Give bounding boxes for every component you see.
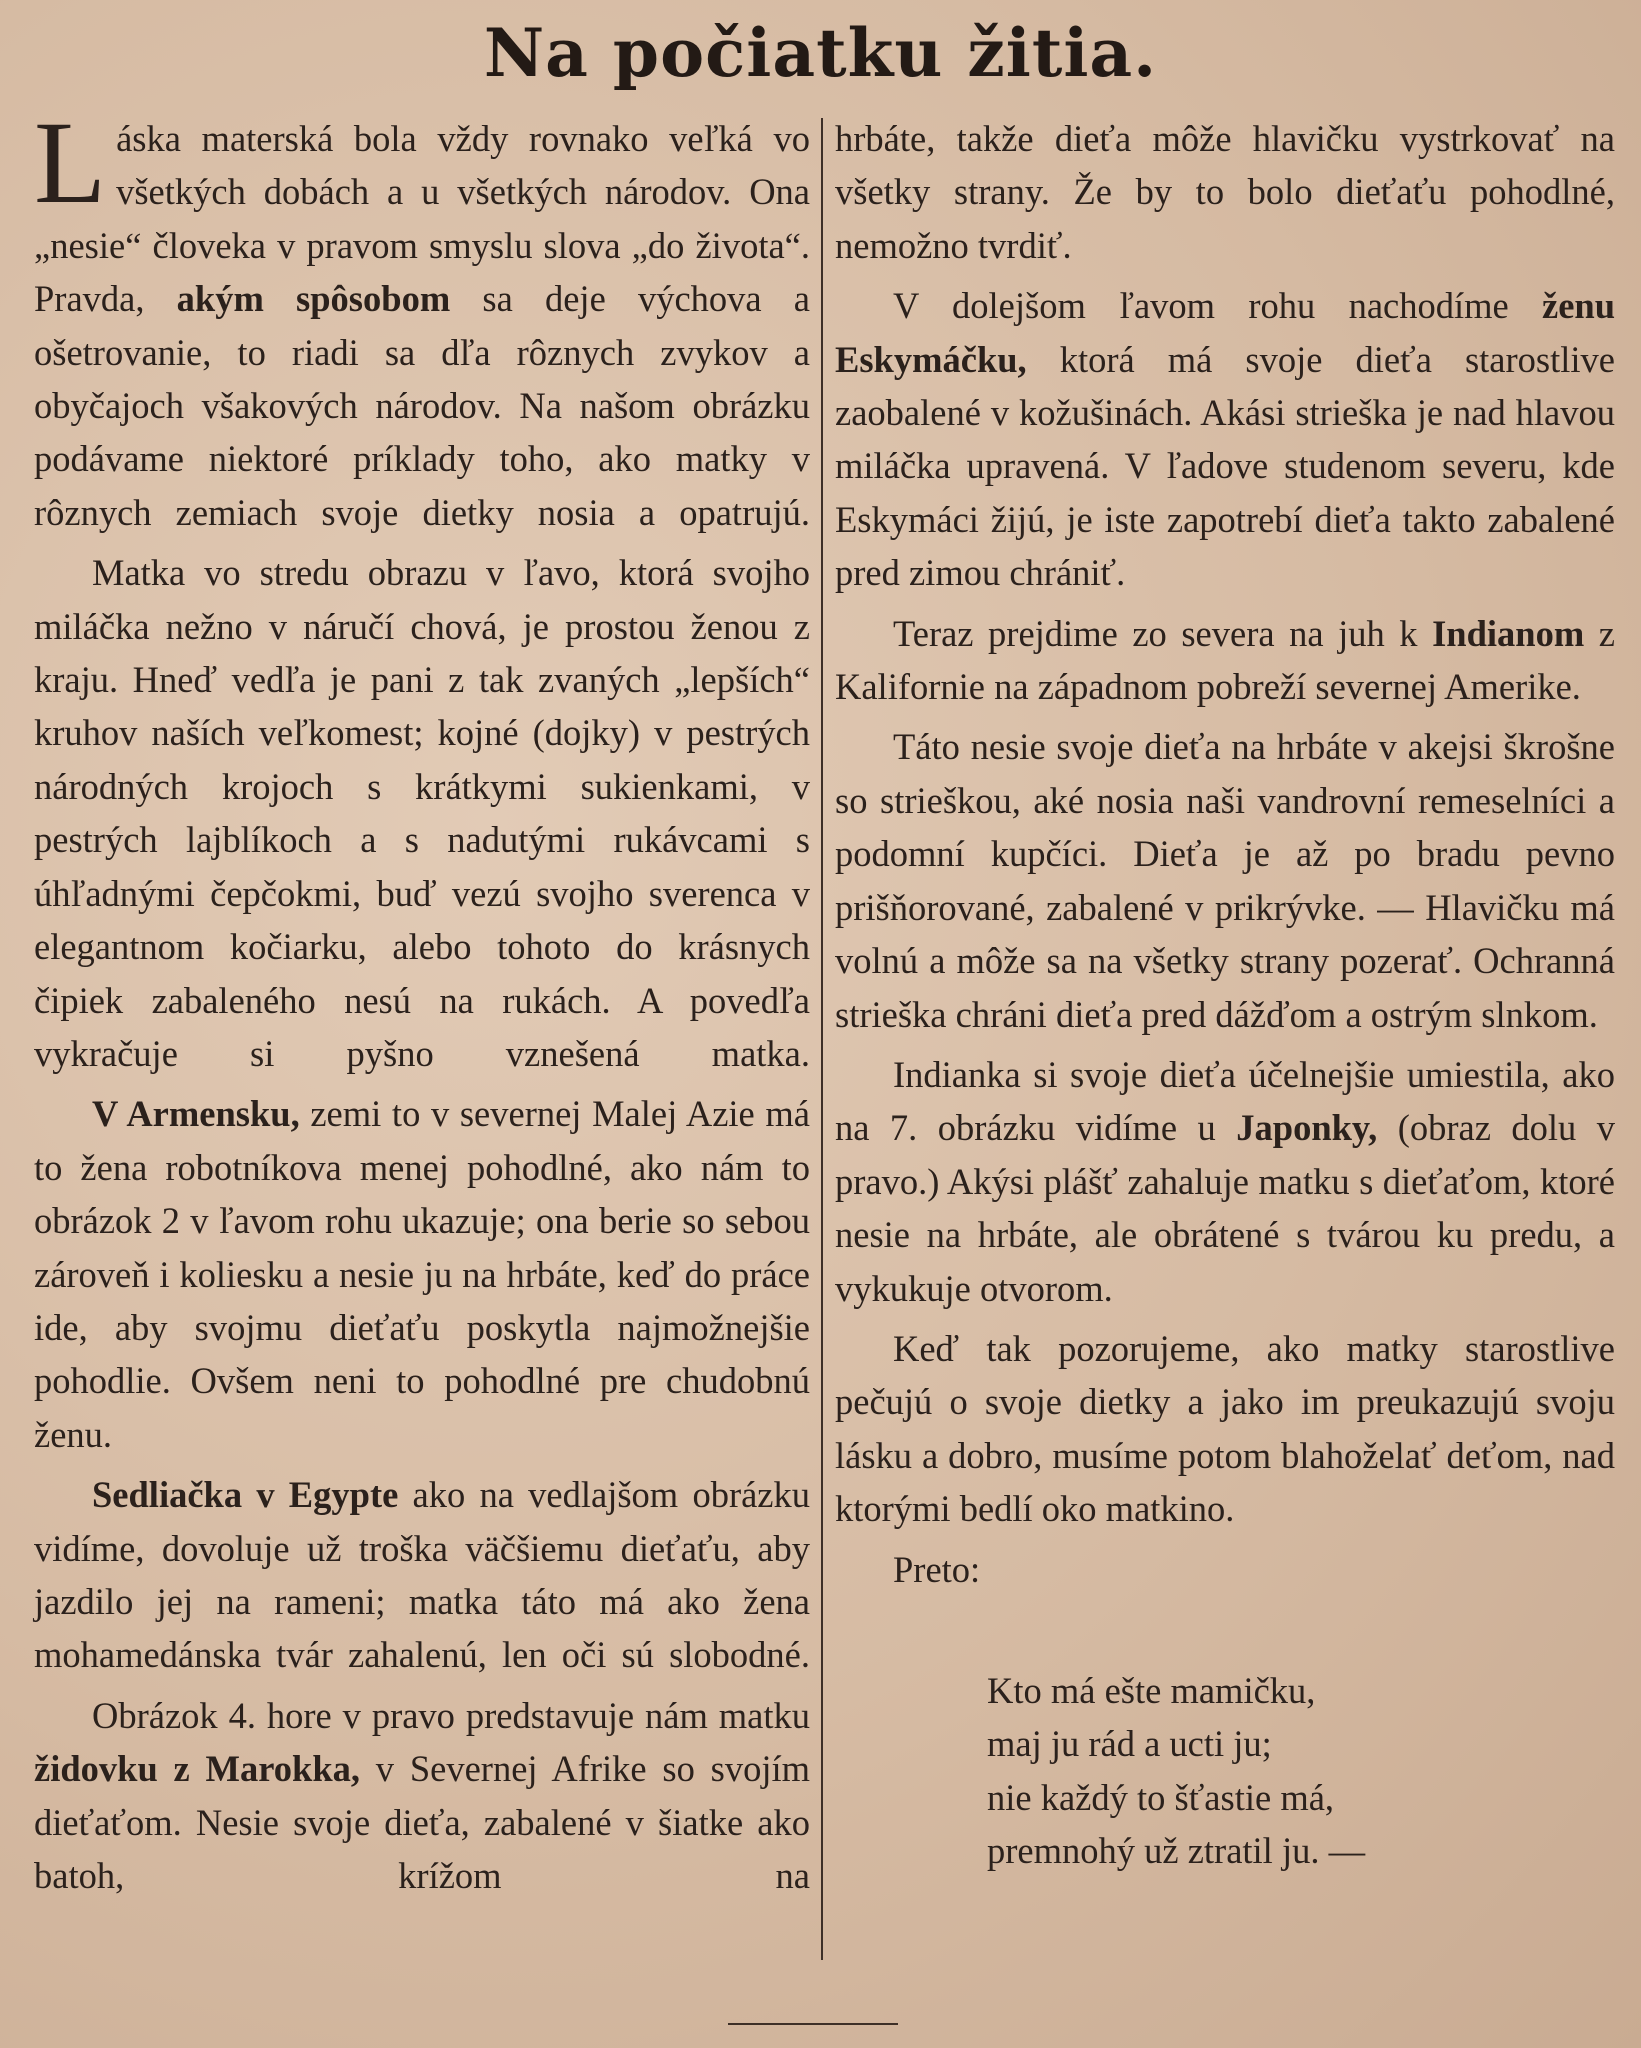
text: Teraz prejdime zo severa na juh k — [893, 612, 1433, 654]
article-title: Na počiatku žitia. — [483, 14, 1158, 92]
text: áska materská bola vždy rovnako veľká vo všetkých dobách a u všetkých národov. Ona „nesie“ človeka v pravom smyslu slova „do života“. Pravda, — [34, 118, 810, 320]
text: v Severnej Afrike so svojím dieťaťom. Nesie svoje dieťa, zabalené v šiatke ako batoh, krížom na — [34, 1748, 810, 1896]
verse-line: Kto má ešte mamičku, — [987, 1669, 1316, 1711]
verse-line: premnohý už ztratil ju. — — [987, 1830, 1366, 1872]
paragraph-preto: Preto: — [893, 1548, 981, 1590]
text: z Kalifornie na západnom pobreží severnej Amerike. — [835, 612, 1616, 708]
emphasis: židovku z Marokka, — [34, 1748, 360, 1790]
text: ako na vedlajšom obrázku vidíme, dovoluje už troška väčšiemu dieťaťu, aby jazdilo jej na rameni; matka táto má ako žena mohamedánska tvár zahalenú, len oči sú slobodné. — [34, 1474, 810, 1676]
text: sa deje výchova a ošetrovanie, to riadi sa dľa rôznych zvykov a obyčajoch všakových národov. Na našom obrázku podávame niektoré príklady toho, ako matky v rôznych zemiach svoje dietky nosia a opatrujú. — [34, 278, 810, 533]
column-divider — [821, 118, 823, 1960]
paragraph-conclusion: Keď tak pozorujeme, ako matky starostlive pečujú o svoje dietky a jako im preukazujú svoju lásku a dobro, musíme potom blahoželať deťom, nad ktorými bedlí oko matkino. — [835, 1327, 1615, 1530]
paragraph-eskimo — [835, 279, 1615, 599]
paragraph-intro — [34, 97, 810, 539]
text: Indianka si svoje dieťa účelnejšie umiestila, ako na 7. obrázku vidíme u — [835, 1053, 1615, 1149]
text: V dolejšom ľavom rohu nachodíme — [893, 285, 1542, 327]
paragraph-marokko — [34, 1689, 810, 1903]
paragraph-matka: Matka vo stredu obrazu v ľavo, ktorá svojho miláčka nežno v náručí chová, je prostou ženou z kraju. Hneď vedľa je pani z tak zvaných „lepších“ kruhov naších veľkomest; kojné (dojky) v pestrých národných krojoch s krátkymi sukienkami, v pestrých lajblíkoch a s nadutými rukávcami s úhľadnými čepčokmi, buď vezú svojho sverenca v elegantnom kočiarku, alebo tohoto do krásnych čipiek zabaleného nesú na rukách. A povedľa vykračuje si pyšno vznešená matka. — [34, 552, 810, 1074]
verse-line: maj ju rád a ucti ju; — [987, 1723, 1272, 1765]
emphasis: ženu Eskymáčku, — [835, 285, 1615, 380]
paragraph-continued: hrbáte, takže dieťa môže hlavičku vystrkovať na všetky strany. Že by to bolo dieťaťu pohodlné, nemožno tvrdiť. — [835, 118, 1615, 266]
verse-line: nie každý to šťastie má, — [987, 1776, 1335, 1818]
text: Obrázok 4. hore v pravo predstavuje nám matku — [92, 1694, 810, 1736]
text: ktorá má svoje dieťa starostlive zaobalené v kožušinách. Akási strieška je nad hlavou miláčka upravená. V ľadove studenom severu, kde Eskymáci žijú, je iste zapotrebí dieťa takto zabalené pred zimou chrániť. — [835, 338, 1615, 594]
paragraph-egypt — [34, 1468, 810, 1682]
paragraph-indianka: Táto nesie svoje dieťa na hrbáte v akejsi škrošne so strieškou, aké nosia naši vandrovní remeselníci a podomní kupčíci. Dieťa je až po bradu pevno prišňorované, zabalené v prikrývke. — Hlavičku má volnú a môže sa na všetky strany pozerať. Ochranná strieška chráni dieťa pred dážďom a ostrým slnkom. — [835, 726, 1615, 1035]
emphasis: V Armensku, — [92, 1093, 300, 1135]
emphasis: Japonky, — [1236, 1107, 1378, 1149]
emphasis: Sedliačka v Egypte — [92, 1474, 399, 1516]
paragraph-japonka — [835, 1048, 1615, 1315]
paragraph-armensko — [34, 1087, 810, 1461]
bottom-divider — [728, 2023, 898, 2025]
emphasis: Indianom — [1432, 612, 1585, 654]
text: (obraz dolu v pravo.) Akýsi plášť zahaluje matku s dieťaťom, ktoré nesie na hrbáte, ale obrátené s tvárou ku predu, a vykukuje otvorom. — [835, 1107, 1615, 1309]
emphasis: akým spôsobom — [176, 278, 451, 320]
text: zemi to v severnej Malej Azie má to žena robotníkova menej pohodlné, ako nám to obrázok 2 v ľavom rohu ukazuje; ona berie so sebou zároveň i koliesku a nesie ju na hrbáte, keď do práce ide, aby svojmu dieťaťu poskytla najmožnejšie pohodlie. Ovšem neni to pohodlné pre chudobnú ženu. — [34, 1093, 810, 1455]
right-column — [835, 112, 1615, 1878]
left-column — [34, 97, 810, 1909]
drop-cap: L — [34, 97, 107, 228]
paragraph-indiani — [835, 607, 1615, 714]
verse — [987, 1664, 1615, 1878]
